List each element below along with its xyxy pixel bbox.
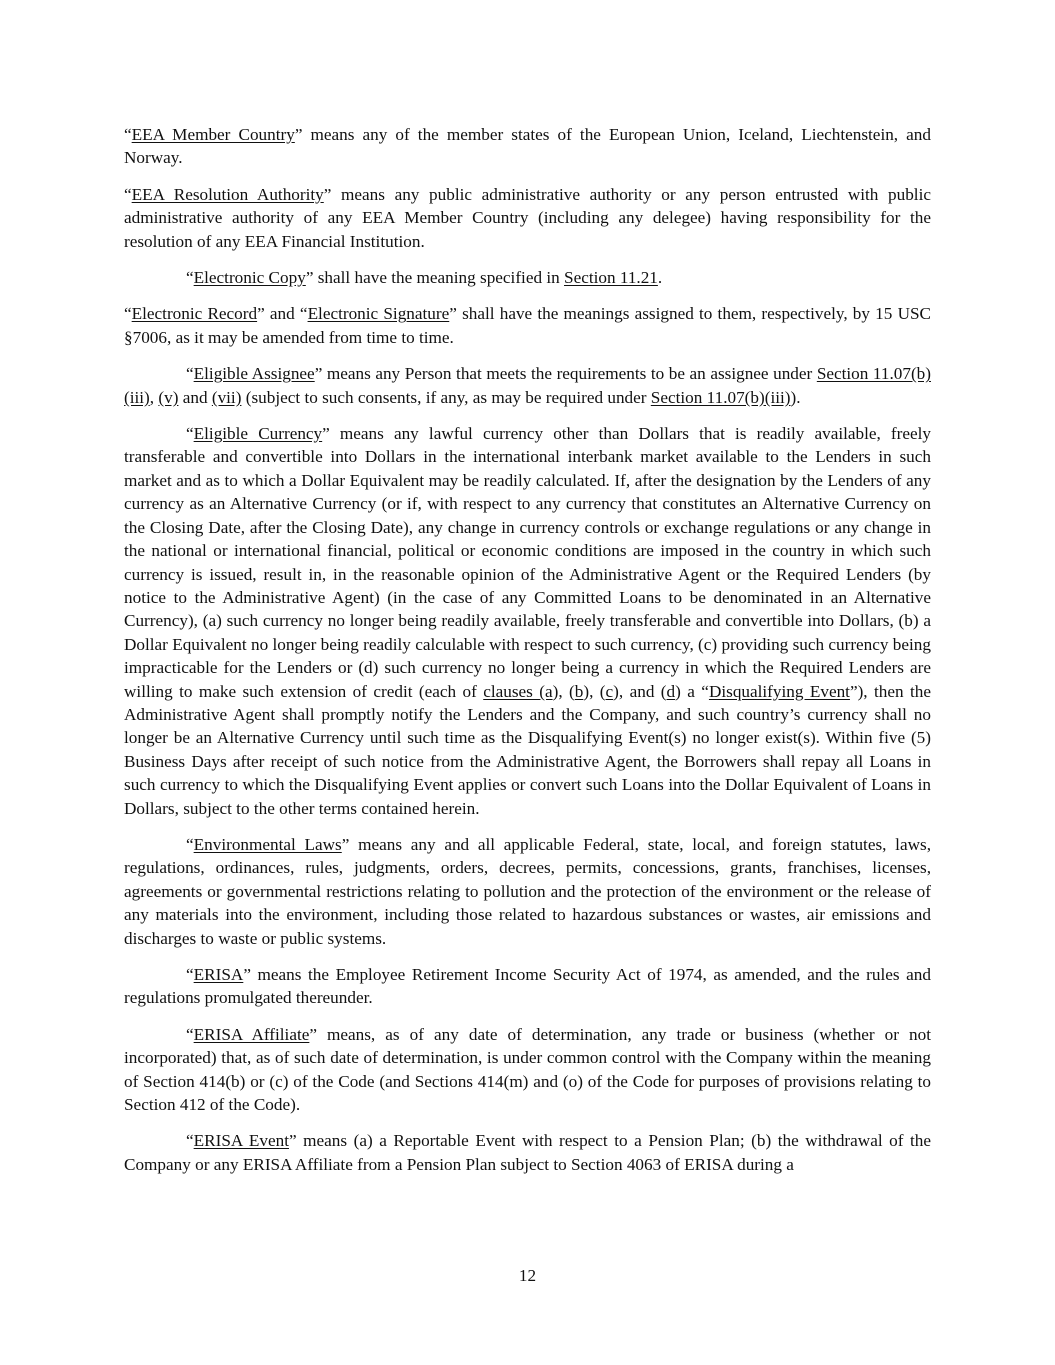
defined-term: Eligible Currency [193,424,323,444]
text-run: ” means any public administrative authority or any person entrusted with public administrative authority of any EEA Member Country (including any delegee) having responsibility for the resolution of any EEA Financial Institution. [124,184,931,251]
definition-paragraph [124,302,931,349]
defined-term: d [666,681,676,701]
page-number: 12 [518,1266,537,1285]
text-run: ” shall have the meaning specified in [305,268,565,288]
text-run: ” means any lawful currency other than Dollars that is readily available, freely transferable and convertible into Dollars in the international interbank market available to the Lenders in such market and as to which a Dollar Equivalent may be readily calculated. If, after the designation by the Lenders of any currency as an Alternative Currency (or if, with respect to any currency that constitutes an Alternative Currency on the Closing Date, after the Closing Date), any change in currency controls or exchange regulations or any change in the national or international financial, political or economic conditions are imposed in the country in which such currency is issued, result in, in the reasonable opinion of the Administrative Agent or the Required Lenders (by notice to the Administrative Agent) (in the case of any Committed Loans to be denominated in an Alternative Currency), (a) such currency no longer being readily available, freely transferable and convertible into Dollars, (b) a Dollar Equivalent no longer being readily calculable with respect to such currency, (c) providing such currency being impracticable for the Lenders or (d) such currency no longer being a currency in which the Required Lenders are willing to make such extension of credit (each of [124,424,932,701]
text-run: ” means any of the member states of the European Union, Iceland, Liechtenstein, and Norway. [124,125,931,168]
defined-term: ERISA [193,965,244,984]
defined-term: (vii) [211,387,242,407]
defined-term: Electronic Signature [307,304,450,324]
text-run: . [657,268,663,288]
definition-paragraph [124,362,931,409]
defined-term: Disqualifying Event [708,681,850,701]
definition-paragraph [124,422,931,820]
text-run: ), ( [583,681,606,701]
text-run: ” shall have the meanings assigned to them, respectively, by 15 USC §7006, as it may be amended from time to time. [124,304,931,347]
text-run: “ [186,1131,194,1151]
definition-paragraph [124,963,931,1010]
text-run: ”), then the Administrative Agent shall promptly notify the Lenders and the Company, and such country’s currency shall no longer be an Alternative Currency until such time as the Disqualifying Event(s) no longer exist(s). Within five (5) Business Days after receipt of such notice from the Administrative Agent, the Borrowers shall repay all Loans in such currency to which the Disqualifying Event applies or convert such Loans into the Dollar Equivalent of Loans in Dollars, subject to the other terms contained herein. [124,681,931,818]
text-run: “ [124,125,132,144]
text-run: ” means (a) a Reportable Event with respect to a Pension Plan; (b) the withdrawal of the Company or any ERISA Affiliate from a Pension Plan subject to Section 4063 of ERISA during a [124,1131,931,1174]
defined-term: (v) [158,387,179,407]
defined-term: Electronic Copy [193,268,306,288]
defined-term: EEA Resolution Authority [131,184,324,204]
text-run: ” means, as of any date of determination, any trade or business (whether or not incorporated) that, as of such date of determination, is under common control with the Company within the meaning of Section 414(b) or (c) of the Code (and Sections 414(m) and (o) of the Code for purposes of provisions relating to Section 412 of the Code). [124,1024,932,1115]
definition-paragraph [124,1023,931,1117]
defined-term: Environmental Laws [193,834,342,854]
text-run: ” and “ [257,304,308,324]
definition-paragraph [124,1129,931,1176]
defined-term: Section 11.07(b)(iii) [650,387,791,407]
defined-term: Eligible Assignee [193,364,315,384]
definition-paragraph [124,123,931,170]
defined-term: b [574,681,584,701]
text-run: “ [186,268,194,288]
text-run: “ [186,965,194,984]
text-run: ). [790,387,801,407]
text-run: “ [124,304,132,324]
defined-term: ERISA Event [193,1131,289,1151]
definition-paragraph [124,183,931,253]
text-run: ” means the Employee Retirement Income Security Act of 1974, as amended, and the rules and regulations promulgated thereunder. [124,965,931,1008]
document-page [124,123,931,1189]
text-run: “ [186,1024,194,1044]
defined-term: ERISA Affiliate [193,1024,310,1044]
text-run: “ [186,424,194,444]
definition-paragraph [124,266,931,289]
text-run: , [149,387,159,407]
text-run: “ [124,184,132,204]
defined-term: c [605,681,614,701]
text-run: (subject to such consents, if any, as may be required under [241,387,651,407]
defined-term: Electronic Record [131,304,258,324]
text-run: ), and ( [613,681,667,701]
defined-term: clauses (a [483,681,553,701]
text-run: ” means any and all applicable Federal, state, local, and foreign statutes, laws, regulations, ordinances, rules, judgments, orders, decrees, permits, concessions, grants, franchises, licenses, agreements or governmental restrictions relating to pollution and the protection of the environment or the release of any materials into the environment, including those related to hazardous substances or wastes, air emissions and discharges to waste or public systems. [124,834,931,948]
defined-term: Section 11.07(b)(iii) [124,364,931,407]
defined-term: Section 11.21 [564,268,658,288]
text-run: ” means any Person that meets the requirements to be an assignee under [314,364,817,384]
text-run: ) a “ [675,681,709,701]
text-run: “ [186,364,194,384]
text-run: ), ( [552,681,575,701]
definition-paragraph [124,833,931,950]
text-run: “ [186,834,194,854]
defined-term: EEA Member Country [131,125,295,144]
text-run: and [178,387,212,407]
